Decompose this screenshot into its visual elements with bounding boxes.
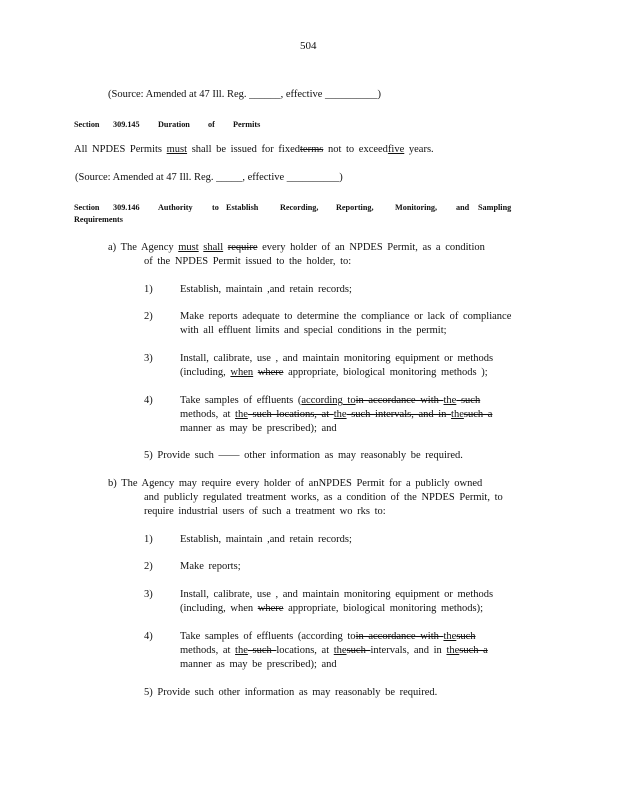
- item-text: Take samples of effluents (according toin accordance with thesuch: [180, 631, 476, 642]
- section-number: 309.145: [113, 120, 140, 129]
- item-text: with all effluent limits and special conditions in the permit;: [180, 325, 447, 336]
- section-title-word: and: [456, 203, 470, 212]
- section-title-word: of: [208, 120, 215, 129]
- section-number: 309.146: [113, 203, 140, 212]
- item-text: Make reports;: [180, 561, 241, 572]
- item-text: methods, at the such locations, at the such intervals, and in thesuch a: [180, 409, 493, 420]
- section-label: Section: [74, 120, 100, 129]
- item-number: 2): [144, 561, 153, 572]
- item-number: 2): [144, 311, 153, 322]
- section-title-word: to: [212, 203, 219, 212]
- item-text: manner as may be prescribed); and: [180, 659, 337, 670]
- section-title-word: Reporting,: [336, 203, 374, 212]
- section-title-word: Recording,: [280, 203, 319, 212]
- para-b-line1: b) The Agency may require every holder of anNPDES Permit for a publicly owned: [108, 478, 483, 489]
- item-text: 5) Provide such other information as may reasonably be required.: [144, 687, 438, 698]
- item-text: Make reports adequate to determine the compliance or lack of compliance: [180, 311, 512, 322]
- section-title-word: Duration: [158, 120, 190, 129]
- section-title-word: Permits: [233, 120, 261, 129]
- item-number: 3): [144, 353, 153, 364]
- item-text: (including, when where appropriate, biological monitoring methods);: [180, 603, 484, 614]
- section-title-word: Authority: [158, 203, 193, 212]
- para-b-line2: and publicly regulated treatment works, as a condition of the NPDES Permit, to: [144, 492, 503, 503]
- item-text: 5) Provide such —— other information as may reasonably be required.: [144, 450, 463, 461]
- para-b-line3: require industrial users of such a treatment wo rks to:: [144, 506, 386, 517]
- item-number: 1): [144, 284, 153, 295]
- para-a-line2: of the NPDES Permit issued to the holder, to:: [144, 256, 352, 267]
- item-number: 4): [144, 631, 153, 642]
- item-text: (including, when where appropriate, biological monitoring methods );: [180, 367, 488, 378]
- section-title-word: Monitoring,: [395, 203, 438, 212]
- source-note-1: (Source: Amended at 47 Ill. Reg. ______, effective __________): [108, 89, 382, 100]
- section-145-body: All NPDES Permits must shall be issued for fixedterms not to exceedfive years.: [74, 144, 434, 155]
- page-number: 504: [300, 40, 317, 52]
- para-a-line1: a) The Agency must shall require every holder of an NPDES Permit, as a condition: [108, 242, 485, 253]
- item-text: Take samples of effluents (according toin accordance with the such: [180, 395, 481, 406]
- item-text: manner as may be prescribed); and: [180, 423, 337, 434]
- item-number: 3): [144, 589, 153, 600]
- section-title-line2: Requirements: [74, 215, 123, 224]
- section-title-word: Establish: [226, 203, 259, 212]
- item-text: Install, calibrate, use , and maintain monitoring equipment or methods: [180, 353, 494, 364]
- item-text: methods, at the such locations, at thesuch intervals, and in thesuch a: [180, 645, 488, 656]
- item-number: 4): [144, 395, 153, 406]
- item-text: Install, calibrate, use , and maintain monitoring equipment or methods: [180, 589, 494, 600]
- item-text: Establish, maintain ,and retain records;: [180, 284, 352, 295]
- item-number: 1): [144, 534, 153, 545]
- section-title-word: Sampling: [478, 203, 512, 212]
- item-text: Establish, maintain ,and retain records;: [180, 534, 352, 545]
- source-note-2: (Source: Amended at 47 Ill. Reg. _____, effective __________): [75, 172, 343, 183]
- section-label: Section: [74, 203, 100, 212]
